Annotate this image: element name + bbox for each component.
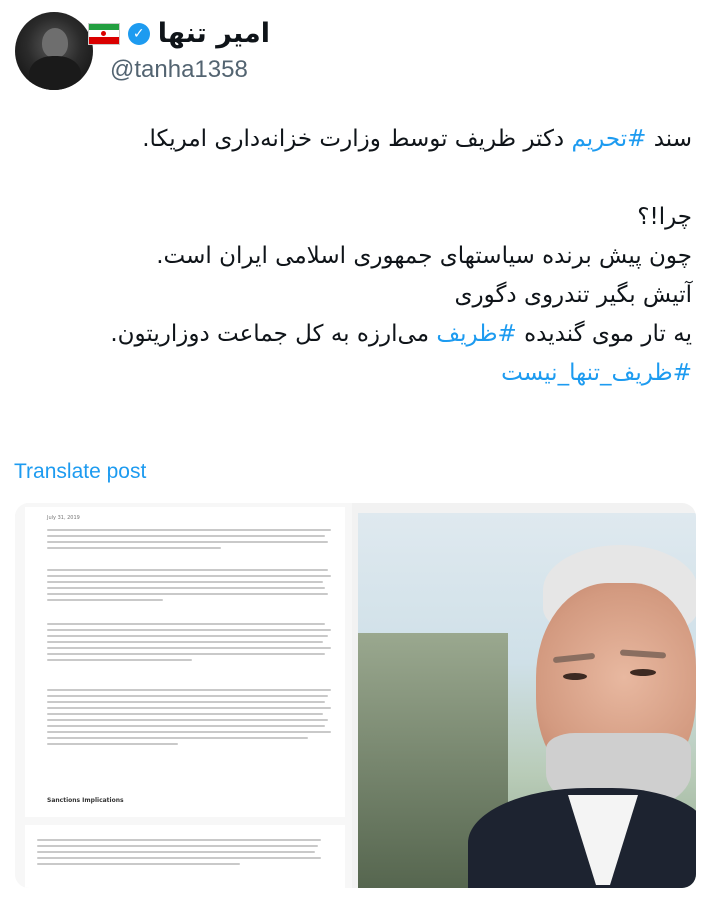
tweet-line-3: چون پیش برنده سیاستهای جمهوری اسلامی ایران است. [156, 243, 692, 269]
document-page [25, 825, 345, 888]
document-paragraph [47, 565, 337, 605]
translate-post-link[interactable]: Translate post [14, 460, 147, 483]
tweet-line-2: چرا!؟ [637, 204, 692, 230]
hashtag-link[interactable]: #تحریم [571, 126, 647, 152]
tweet-text-segment: می‌ارزه به کل جماعت دوزاریتون. [110, 321, 437, 347]
photo-eye [563, 673, 587, 680]
portrait-photo[interactable] [358, 513, 696, 888]
avatar-body-shape [29, 56, 81, 90]
paragraph-gap [12, 159, 692, 198]
tweet-line-1 [12, 120, 692, 159]
user-handle[interactable]: @tanha1358 [110, 56, 248, 83]
document-section-heading: Sanctions Implications [47, 797, 124, 804]
hashtag-link[interactable]: #ظریف_تنها_نیست [501, 360, 692, 386]
document-paragraph [47, 525, 337, 553]
document-image[interactable] [15, 503, 352, 888]
document-date: July 31, 2019 [47, 515, 80, 521]
tweet-line-6 [12, 354, 692, 393]
tweet-text-segment: سند [646, 126, 692, 152]
tweet-line-4: آتیش بگیر تندروی دگوری [454, 282, 692, 308]
document-page [25, 507, 345, 817]
tweet-text [12, 120, 692, 393]
document-paragraph [37, 835, 327, 869]
iran-flag-icon [88, 23, 120, 45]
tweet-text-segment: دکتر ظریف توسط وزارت خزانه‌داری امریکا. [142, 126, 572, 152]
media-grid [15, 503, 696, 888]
display-name[interactable]: امیر تنها [157, 18, 270, 49]
avatar[interactable] [15, 12, 93, 90]
avatar-head-shape [42, 28, 68, 58]
photo-eye [630, 669, 656, 676]
document-paragraph [47, 685, 337, 749]
author-name-row [88, 18, 270, 49]
tweet-text-segment: یه تار موی گندیده [516, 321, 692, 347]
tweet-line-5 [12, 315, 692, 354]
verified-badge-icon: ✓ [128, 23, 150, 45]
document-paragraph [47, 619, 337, 665]
hashtag-link[interactable]: #ظریف [436, 321, 517, 347]
